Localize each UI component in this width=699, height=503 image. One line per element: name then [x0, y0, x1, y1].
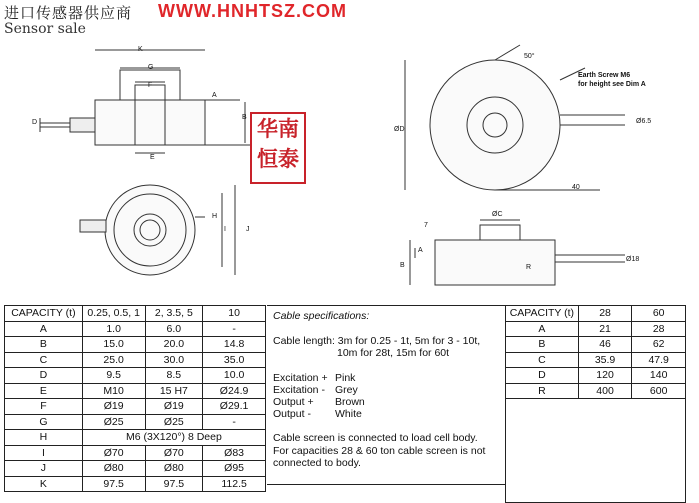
- table-cell: 28: [632, 321, 686, 337]
- row-label: I: [5, 445, 83, 461]
- row-label: B: [5, 337, 83, 353]
- dim-label-g: G: [148, 64, 154, 71]
- cable-length-line-1: Cable length: 3m for 0.25 - 1t, 5m for 3 - 10t,: [273, 335, 481, 347]
- table-cell: 25.0: [82, 352, 145, 368]
- wire-color: White: [335, 408, 362, 420]
- table-cell: 15 H7: [145, 383, 203, 399]
- table-row: [506, 352, 686, 368]
- dim-label-b: B: [242, 114, 247, 121]
- table-cell: 35.9: [578, 352, 632, 368]
- table-cell: 15.0: [82, 337, 145, 353]
- table-cell: Ø95: [203, 461, 266, 477]
- table-cell: Ø70: [82, 445, 145, 461]
- header-cell: 2, 3.5, 5: [145, 306, 203, 322]
- table-row: [5, 430, 266, 446]
- dim-label-k: K: [138, 46, 143, 53]
- table-cell: 140: [632, 368, 686, 384]
- row-label: A: [506, 321, 579, 337]
- dim-label-r: R: [526, 264, 532, 271]
- dim-label-i: I: [224, 226, 226, 233]
- table-cell: -: [203, 414, 266, 430]
- dim-label-h: H: [212, 213, 218, 220]
- wire-label: Excitation -: [273, 384, 325, 396]
- table-row: [5, 476, 266, 492]
- earth-screw-label-1: Earth Screw M6: [578, 72, 631, 79]
- table-row: [5, 368, 266, 384]
- table-row: [5, 399, 266, 415]
- table-cell: 35.0: [203, 352, 266, 368]
- side-view-top-left: [40, 50, 250, 153]
- dim-label-7: 7: [424, 222, 428, 229]
- row-label: G: [5, 414, 83, 430]
- row-label: J: [5, 461, 83, 477]
- dim-label-f: F: [148, 82, 153, 89]
- row-label: B: [506, 337, 579, 353]
- table-row: [5, 321, 266, 337]
- table-cell: 400: [578, 383, 632, 399]
- row-label: C: [506, 352, 579, 368]
- table-cell: 47.9: [632, 352, 686, 368]
- dim-label-j: J: [246, 226, 250, 233]
- wire-label: Output +: [273, 396, 314, 408]
- header-cell: 10: [203, 306, 266, 322]
- dim-label-d: D: [32, 119, 38, 126]
- header-cell: CAPACITY (t): [5, 306, 83, 322]
- table-row: [5, 461, 266, 477]
- dim-label-side-b: B: [400, 262, 405, 269]
- wire-label: Output -: [273, 408, 311, 420]
- table-row: [5, 414, 266, 430]
- website-url[interactable]: WWW.HNHTSZ.COM: [158, 1, 347, 21]
- watermark-stamp: [250, 112, 306, 184]
- stamp-line-1: 华南: [257, 117, 299, 141]
- dim-label-e: E: [150, 154, 155, 161]
- wire-color: Brown: [335, 396, 365, 408]
- row-label: D: [5, 368, 83, 384]
- row-label: H: [5, 430, 83, 446]
- table-cell: 1.0: [82, 321, 145, 337]
- table-cell: Ø25: [145, 414, 203, 430]
- side-view-right: [410, 220, 625, 285]
- row-label: K: [5, 476, 83, 492]
- table-cell: 97.5: [82, 476, 145, 492]
- dim-label-40: 40: [572, 184, 580, 191]
- table-row: [5, 337, 266, 353]
- table-row: [5, 383, 266, 399]
- table-cell: 97.5: [145, 476, 203, 492]
- table-cell: Ø83: [203, 445, 266, 461]
- chinese-title: 进口传感器供应商: [4, 4, 133, 22]
- cable-screen-line-3: connected to body.: [273, 457, 361, 469]
- table-cell: Ø19: [145, 399, 203, 415]
- table-cell: 600: [632, 383, 686, 399]
- header-cell: 28: [578, 306, 632, 322]
- table-cell: -: [203, 321, 266, 337]
- wire-label: Excitation +: [273, 372, 328, 384]
- table-row: [506, 337, 686, 353]
- angle-label: 50°: [524, 53, 535, 60]
- cable-specifications: [267, 305, 505, 485]
- table-cell: Ø19: [82, 399, 145, 415]
- table-row: [5, 445, 266, 461]
- table-cell: 112.5: [203, 476, 266, 492]
- header-cell: CAPACITY (t): [506, 306, 579, 322]
- wire-color: Grey: [335, 384, 358, 396]
- table-cell: Ø24.9: [203, 383, 266, 399]
- table-row: [506, 321, 686, 337]
- table-cell: 8.5: [145, 368, 203, 384]
- dim-label-side-a: A: [418, 247, 423, 254]
- table-header-row: [506, 306, 686, 322]
- row-label: F: [5, 399, 83, 415]
- table-cell: 10.0: [203, 368, 266, 384]
- table-cell: 9.5: [82, 368, 145, 384]
- cable-title: Cable specifications:: [273, 310, 370, 322]
- dim-label-dia-d: ØD: [394, 126, 405, 133]
- row-label: A: [5, 321, 83, 337]
- dim-label-dia-c: ØC: [492, 211, 503, 218]
- row-label: C: [5, 352, 83, 368]
- subtitle: Sensor sale: [4, 21, 86, 37]
- table-cell: 20.0: [145, 337, 203, 353]
- row-label: R: [506, 383, 579, 399]
- capacity-table-large: [505, 305, 686, 503]
- top-view-right: [405, 45, 625, 190]
- cable-length-line-2: 10m for 28t, 15m for 60t: [337, 347, 450, 359]
- header-cell: 0.25, 0.5, 1: [82, 306, 145, 322]
- table-cell: Ø29.1: [203, 399, 266, 415]
- table-cell: 120: [578, 368, 632, 384]
- table-cell: 46: [578, 337, 632, 353]
- row-label: E: [5, 383, 83, 399]
- table-cell: Ø25: [82, 414, 145, 430]
- table-cell: Ø70: [145, 445, 203, 461]
- table-cell: Ø80: [145, 461, 203, 477]
- table-row: [506, 368, 686, 384]
- table-row: [506, 383, 686, 399]
- table-header-row: [5, 306, 266, 322]
- wire-color: Pink: [335, 372, 356, 384]
- dim-label-dia-18: Ø18: [626, 256, 640, 263]
- table-cell: 62: [632, 337, 686, 353]
- table-cell: 21: [578, 321, 632, 337]
- earth-screw-label-2: for height see Dim A: [578, 81, 646, 88]
- table-cell: Ø80: [82, 461, 145, 477]
- table-cell: 14.8: [203, 337, 266, 353]
- table-cell: 30.0: [145, 352, 203, 368]
- header-cell: 60: [632, 306, 686, 322]
- table-cell: 6.0: [145, 321, 203, 337]
- capacity-table-small: [4, 305, 266, 492]
- table-row: [5, 352, 266, 368]
- table-cell: M6 (3X120°) 8 Deep: [82, 430, 265, 446]
- stamp-line-2: 恒泰: [257, 147, 299, 171]
- row-label: D: [506, 368, 579, 384]
- cable-screen-line-2: For capacities 28 & 60 ton cable screen is not: [273, 445, 486, 457]
- table-cell: M10: [82, 383, 145, 399]
- cable-screen-line-1: Cable screen is connected to load cell body.: [273, 432, 478, 444]
- bottom-view-circle: [80, 185, 235, 275]
- dim-label-dia-6-5: Ø6.5: [636, 118, 652, 125]
- dim-label-a: A: [212, 92, 217, 99]
